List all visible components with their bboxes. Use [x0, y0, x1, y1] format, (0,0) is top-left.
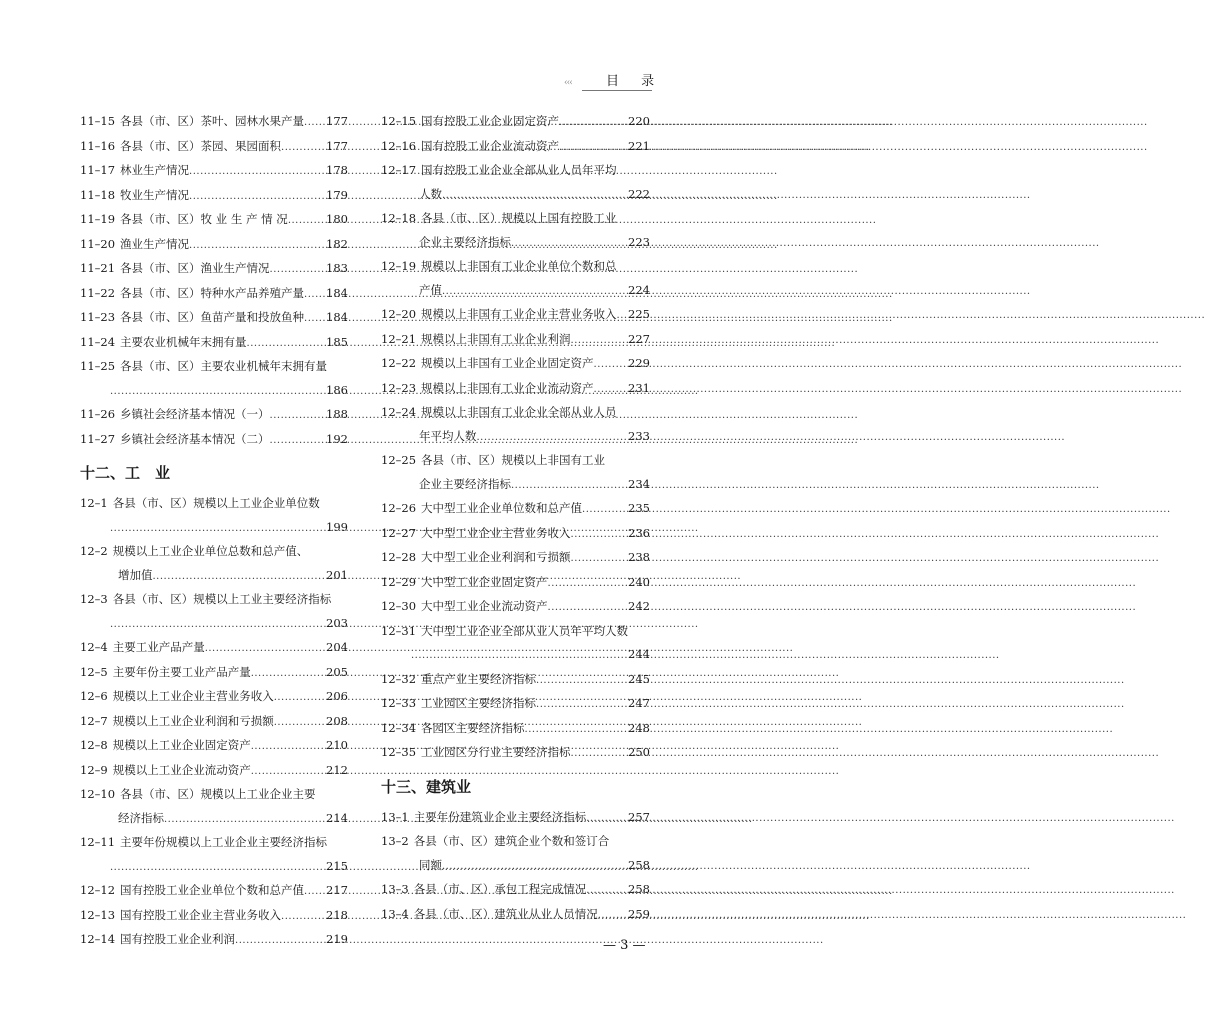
toc-entry-page: 250 [628, 745, 650, 759]
dot-leader [270, 428, 326, 453]
toc-entry-page: 203 [326, 615, 348, 630]
toc-entry[interactable] [80, 904, 348, 929]
toc-entry-title: 企业主要经济指标 [419, 234, 511, 249]
toc-entry[interactable] [381, 717, 650, 742]
toc-entry-number: 12–23 [381, 380, 417, 395]
dot-leader [477, 425, 628, 450]
toc-entry[interactable] [80, 759, 348, 784]
toc-entry-title: 国有控股工业企业利润 [120, 932, 236, 946]
toc-entry-title: 规模以上非国有工业企业固定资产 [421, 356, 594, 370]
toc-entry-title: 各县（市、区）规模以上工业企业单位数 [112, 496, 320, 510]
toc-entry-number: 12–6 [80, 689, 108, 703]
toc-entry-title: 工业园区主要经济指标 [421, 696, 537, 710]
toc-entry[interactable] [381, 497, 650, 522]
toc-entry-number: 11–23 [80, 310, 116, 324]
toc-entry-number: 13–1 [381, 809, 409, 824]
toc-entry-title: 各县（市、区）特种水产品养殖产量 [120, 285, 305, 300]
toc-entry-number: 12–33 [381, 696, 417, 710]
toc-list-11 [80, 110, 348, 452]
toc-entry-title: 增加值 [118, 567, 153, 582]
toc-entry-number: 11–17 [80, 163, 116, 177]
toc-entry-page: 229 [628, 356, 650, 370]
dot-leader [594, 377, 628, 402]
toc-entry[interactable] [381, 328, 650, 353]
toc-entry-title: 大中型工业企业主营业务收入 [421, 525, 571, 540]
toc-entry[interactable] [80, 306, 348, 331]
dot-leader [205, 636, 325, 661]
toc-entry-page: 201 [326, 567, 348, 582]
toc-entry-page: 222 [628, 186, 650, 201]
dot-leader [511, 231, 627, 256]
toc-entry-number: 12–10 [80, 787, 116, 801]
toc-entry[interactable] [80, 159, 348, 184]
toc-entry-page: 221 [628, 138, 650, 153]
dot-leader [617, 303, 628, 328]
toc-entry-number: 12–24 [381, 405, 417, 419]
toc-entry-title: 林业生产情况 [120, 163, 190, 177]
toc-entry-page: 177 [326, 138, 348, 153]
toc-entry[interactable] [80, 135, 348, 160]
toc-entry[interactable] [381, 110, 650, 135]
toc-entry[interactable] [80, 540, 348, 588]
dot-leader [274, 710, 325, 735]
page-number: — 3 — [603, 938, 646, 953]
toc-entry[interactable] [80, 879, 348, 904]
dot-leader [598, 903, 627, 928]
toc-entry[interactable] [381, 620, 650, 668]
toc-entry-title: 乡镇社会经济基本情况（二） [120, 431, 270, 446]
toc-entry-number: 12–18 [381, 211, 417, 225]
toc-entry-number: 11–16 [80, 138, 116, 153]
toc-entry-number: 12–4 [80, 640, 108, 654]
toc-entry-title: 年平均人数 [419, 428, 477, 443]
toc-entry-number: 11–19 [80, 212, 116, 226]
dot-leader [189, 184, 325, 209]
dot-leader [586, 806, 627, 831]
toc-right-column [381, 110, 650, 927]
toc-entry-page: 217 [326, 883, 348, 897]
toc-entry-number: 11–20 [80, 236, 116, 251]
toc-entry-title: 各县（市、区）规模以上非国有工业 [421, 453, 606, 467]
toc-entry-title: 规模以上非国有工业企业全部从业人员 [421, 405, 617, 419]
dot-leader [274, 685, 325, 710]
section-heading-13: 十三、建筑业 [381, 777, 472, 796]
toc-entry-title: 各县（市、区）规模以上工业主要经济指标 [112, 592, 332, 606]
toc-entry-page: 185 [326, 334, 348, 349]
toc-entry-title: 规模以上非国有工业企业流动资产 [421, 380, 594, 395]
toc-entry-number: 12–28 [381, 550, 417, 564]
toc-entry-page: 199 [326, 519, 348, 534]
toc-entry-title: 大中型工业企业全部从业人员年平均人数 [421, 623, 629, 638]
toc-entry-title: 各县（市、区）规模以上工业企业主要 [120, 787, 316, 801]
dot-leader [571, 741, 628, 766]
toc-entry-page: 245 [628, 671, 650, 686]
dot-leader [304, 879, 325, 904]
toc-entry[interactable] [80, 403, 348, 428]
toc-entry-page: 242 [628, 599, 650, 613]
toc-entry-title: 同额 [419, 857, 442, 872]
toc-entry-title: 各县（市、区）规模以上国有控股工业 [421, 211, 617, 225]
toc-entry[interactable] [80, 110, 348, 135]
toc-entry-title: 主要年份建筑业企业主要经济指标 [413, 809, 587, 824]
dot-leader [251, 661, 325, 686]
toc-entry-page: 215 [326, 858, 348, 873]
toc-entry-number: 12–29 [381, 574, 417, 589]
dot-leader [288, 208, 325, 233]
page-header-title: 目 录 [606, 74, 664, 89]
toc-entry-number: 11–22 [80, 285, 116, 300]
toc-entry-page: 247 [628, 696, 650, 710]
toc-entry-title: 主要年份规模以上工业企业主要经济指标 [120, 835, 328, 849]
toc-entry-title: 国有控股工业企业固定资产 [421, 114, 560, 128]
dot-leader [281, 135, 325, 160]
toc-entry-number: 12–21 [381, 331, 417, 346]
dot-leader [594, 352, 628, 377]
toc-entry[interactable] [381, 571, 650, 596]
toc-entry-page: 240 [628, 574, 650, 589]
section-heading-12: 十二、工 业 [80, 464, 171, 482]
toc-entry-number: 12–20 [381, 307, 417, 321]
toc-entry-page: 208 [326, 713, 348, 728]
dot-leader [281, 904, 325, 929]
toc-entry-title: 大中型工业企业单位数和总产值 [421, 501, 583, 515]
toc-entry[interactable] [381, 377, 650, 402]
toc-entry-title: 企业主要经济指标 [419, 476, 511, 491]
dot-leader [304, 306, 325, 331]
toc-entry-title: 规模以上工业企业流动资产 [112, 762, 251, 777]
toc-entry-page: 184 [326, 310, 348, 324]
toc-entry-title: 国有控股工业企业流动资产 [421, 138, 560, 153]
toc-entry[interactable] [381, 255, 650, 303]
toc-entry-number: 12–17 [381, 163, 417, 177]
toc-entry-number: 12–1 [80, 496, 108, 510]
toc-entry-page: 225 [628, 307, 650, 321]
dot-leader [442, 183, 627, 208]
toc-entry-title: 各县（市、区）承包工程完成情况 [413, 882, 587, 896]
toc-entry-page: 257 [628, 809, 650, 824]
toc-entry-number: 12–11 [80, 835, 116, 849]
toc-entry-title: 各县（市、区）茶园、果园面积 [120, 138, 282, 153]
dot-leader [110, 612, 325, 637]
toc-entry-page: 235 [628, 501, 650, 515]
toc-entry[interactable] [381, 830, 650, 878]
dot-leader [189, 159, 325, 184]
toc-entry-number: 12–25 [381, 453, 417, 467]
toc-entry-title: 国有控股工业企业单位个数和总产值 [120, 883, 305, 897]
toc-entry-title: 国有控股工业企业主营业务收入 [120, 907, 282, 922]
dot-leader [270, 257, 326, 282]
toc-entry-title: 大中型工业企业固定资产 [421, 574, 548, 589]
toc-entry-number: 11–18 [80, 187, 116, 202]
dot-leader [110, 516, 325, 541]
toc-entry-number: 12–15 [381, 114, 417, 128]
toc-entry[interactable] [381, 692, 650, 717]
toc-entry[interactable] [80, 588, 348, 636]
toc-entry[interactable] [80, 331, 348, 356]
toc-entry-number: 12–26 [381, 501, 417, 515]
dot-leader [189, 233, 325, 258]
dot-leader [270, 403, 326, 428]
toc-entry-title: 各县（市、区）茶叶、园林水果产量 [120, 114, 305, 128]
toc-entry[interactable] [80, 710, 348, 735]
dot-leader [586, 878, 627, 903]
toc-entry-number: 13–3 [381, 882, 409, 896]
toc-entry-number: 12–32 [381, 671, 417, 686]
toc-entry-title: 规模以上工业企业单位总数和总产值、 [112, 544, 309, 558]
dot-leader [536, 692, 627, 717]
toc-entry-number: 12–35 [381, 745, 417, 759]
toc-entry-number: 11–15 [80, 114, 116, 128]
dot-leader [110, 855, 325, 880]
toc-entry[interactable] [80, 184, 348, 209]
toc-entry[interactable] [80, 685, 348, 710]
toc-entry-page: 224 [628, 282, 650, 297]
dot-leader [411, 643, 627, 668]
toc-entry-number: 12–9 [80, 762, 108, 777]
toc-entry-number: 12–30 [381, 599, 417, 613]
toc-entry-number: 12–27 [381, 525, 417, 540]
toc-entry-page: 206 [326, 689, 348, 703]
toc-entry-title: 规模以上工业企业主营业务收入 [112, 689, 274, 703]
toc-entry[interactable] [381, 806, 650, 831]
toc-entry[interactable] [381, 207, 650, 255]
header-chevron-icon: ‹‹‹ [564, 78, 572, 88]
toc-entry-page: 192 [326, 431, 348, 446]
toc-entry-page: 227 [628, 331, 650, 346]
toc-entry[interactable] [80, 661, 348, 686]
toc-entry-title: 各县（市、区）鱼苗产量和投放鱼种 [120, 310, 305, 324]
dot-leader [442, 854, 627, 879]
toc-entry-page: 214 [326, 810, 348, 825]
toc-entry-page: 180 [326, 212, 348, 226]
toc-entry-title: 规模以上工业企业利润和亏损额 [112, 713, 274, 728]
dot-leader [571, 328, 628, 353]
toc-entry[interactable] [80, 636, 348, 661]
toc-entry-title: 各县（市、区）建筑业从业人员情况 [413, 906, 598, 921]
toc-entry-title: 各县（市、区）主要农业机械年末拥有量 [120, 359, 328, 373]
header-rule [582, 90, 652, 91]
toc-entry[interactable] [381, 741, 650, 766]
dot-leader [251, 734, 325, 759]
toc-left-column [80, 110, 348, 953]
toc-entry-page: 186 [326, 382, 348, 397]
toc-entry-page: 184 [326, 285, 348, 300]
toc-entry[interactable] [381, 595, 650, 620]
toc-entry[interactable] [381, 878, 650, 903]
toc-entry-page: 210 [326, 738, 348, 752]
toc-entry[interactable] [80, 734, 348, 759]
toc-entry-page: 188 [326, 407, 348, 421]
toc-entry-page: 183 [326, 261, 348, 275]
toc-entry-page: 204 [326, 640, 348, 654]
toc-entry-page: 259 [628, 906, 650, 921]
toc-entry-number: 12–19 [381, 259, 417, 273]
toc-entry-title: 各县（市、区）牧 业 生 产 情 况 [120, 212, 288, 226]
toc-entry[interactable] [80, 233, 348, 258]
toc-entry[interactable] [381, 668, 650, 693]
toc-entry-page: 212 [326, 762, 348, 777]
toc-entry-title: 大中型工业企业利润和亏损额 [421, 550, 571, 564]
toc-entry-title: 大中型工业企业流动资产 [421, 599, 548, 613]
toc-entry-title: 各县（市、区）渔业生产情况 [120, 261, 270, 275]
toc-entry-page: 223 [628, 234, 650, 249]
dot-leader [110, 379, 325, 404]
toc-entry[interactable] [381, 135, 650, 160]
toc-entry-title: 渔业生产情况 [120, 236, 190, 251]
toc-list-12 [80, 492, 348, 953]
toc-entry-number: 11–21 [80, 261, 116, 275]
toc-entry-number: 12–14 [80, 932, 116, 946]
dot-leader [559, 135, 627, 160]
toc-entry-page: 258 [628, 882, 650, 896]
toc-entry-number: 12–13 [80, 907, 116, 922]
toc-entry-page: 218 [326, 907, 348, 922]
toc-entry-number: 12–12 [80, 883, 116, 897]
toc-entry-page: 233 [628, 428, 650, 443]
toc-entry[interactable] [80, 428, 348, 453]
toc-list-13 [381, 806, 650, 928]
toc-entry-number: 12–34 [381, 720, 417, 735]
toc-entry[interactable] [80, 257, 348, 282]
toc-entry[interactable] [80, 208, 348, 233]
toc-entry[interactable] [80, 831, 348, 879]
toc-entry[interactable] [80, 492, 348, 540]
toc-entry-title: 各园区主要经济指标 [421, 720, 525, 735]
toc-entry[interactable] [381, 546, 650, 571]
toc-entry-page: 178 [326, 163, 348, 177]
toc-entry-title: 牧业生产情况 [120, 187, 190, 202]
dot-leader [153, 564, 326, 589]
toc-entry-number: 12–16 [381, 138, 417, 153]
toc-entry-page: 219 [326, 932, 348, 946]
toc-entry-number: 11–24 [80, 334, 116, 349]
toc-entry-number: 12–31 [381, 623, 417, 638]
toc-entry[interactable] [381, 352, 650, 377]
toc-entry-number: 12–22 [381, 356, 417, 370]
toc-entry-page: 182 [326, 236, 348, 251]
dot-leader [442, 279, 627, 304]
dot-leader [536, 668, 627, 693]
dot-leader [251, 759, 325, 784]
toc-entry-number: 12–3 [80, 592, 108, 606]
toc-entry-page: 238 [628, 550, 650, 564]
toc-entry-number: 13–2 [381, 834, 409, 848]
toc-entry-page: 234 [628, 476, 650, 491]
toc-entry[interactable] [381, 449, 650, 497]
toc-entry-title: 主要工业产品产量 [112, 640, 205, 654]
toc-entry-number: 12–8 [80, 738, 108, 752]
dot-leader [571, 546, 628, 571]
toc-entry[interactable] [80, 355, 348, 403]
toc-entry-number: 13–4 [381, 906, 409, 921]
dot-leader [304, 282, 325, 307]
toc-entry-number: 11–25 [80, 359, 116, 373]
toc-entry-number: 12–7 [80, 713, 108, 728]
dot-leader [548, 595, 628, 620]
toc-entry-title: 产值 [419, 282, 442, 297]
toc-entry-title: 规模以上非国有工业企业利润 [421, 331, 571, 346]
toc-entry[interactable] [80, 783, 348, 831]
toc-entry-title: 人数 [419, 186, 442, 201]
toc-entry-title: 主要年份主要工业产品产量 [112, 664, 251, 679]
toc-entry-page: 231 [628, 380, 650, 395]
toc-list-12-cont [381, 110, 650, 766]
toc-entry[interactable] [381, 159, 650, 207]
toc-entry-page: 258 [628, 857, 650, 872]
toc-entry-number: 11–26 [80, 407, 116, 421]
toc-entry-title: 重点产业主要经济指标 [421, 671, 537, 686]
toc-entry-page: 244 [628, 647, 650, 661]
toc-entry-title: 各县（市、区）建筑企业个数和签订合 [413, 834, 610, 848]
toc-entry-number: 11–27 [80, 431, 116, 446]
toc-entry-number: 12–2 [80, 544, 108, 558]
toc-entry-title: 规模以上非国有工业企业主营业务收入 [421, 307, 617, 321]
toc-entry-title: 主要农业机械年末拥有量 [120, 334, 247, 349]
dot-leader [304, 110, 325, 135]
dot-leader [164, 807, 325, 832]
toc-entry[interactable] [381, 522, 650, 547]
toc-entry-page: 248 [628, 720, 650, 735]
toc-entry[interactable] [80, 282, 348, 307]
dot-leader [511, 473, 627, 498]
toc-entry[interactable] [381, 401, 650, 449]
dot-leader [247, 331, 326, 356]
toc-entry-page: 220 [628, 114, 650, 128]
toc-entry-title: 规模以上非国有工业企业单位个数和总 [421, 259, 617, 273]
toc-entry[interactable] [80, 928, 348, 953]
toc-entry-page: 236 [628, 525, 650, 540]
toc-entry-page: 177 [326, 114, 348, 128]
toc-entry[interactable] [381, 303, 650, 328]
toc-entry-number: 12–5 [80, 664, 108, 679]
dot-leader [548, 571, 628, 596]
dot-leader [582, 497, 627, 522]
toc-entry-title: 经济指标 [118, 810, 164, 825]
toc-entry-title: 国有控股工业企业全部从业人员年平均 [421, 163, 617, 177]
dot-leader [525, 717, 628, 742]
toc-entry-title: 规模以上工业企业固定资产 [112, 738, 251, 752]
dot-leader [559, 110, 627, 135]
toc-entry[interactable] [381, 903, 650, 928]
dot-leader [235, 928, 325, 953]
toc-entry-title: 工业园区分行业主要经济指标 [421, 745, 571, 759]
dot-leader [571, 522, 628, 547]
toc-entry-title: 乡镇社会经济基本情况（一） [120, 407, 270, 421]
toc-entry-page: 205 [326, 664, 348, 679]
toc-entry-page: 179 [326, 187, 348, 202]
